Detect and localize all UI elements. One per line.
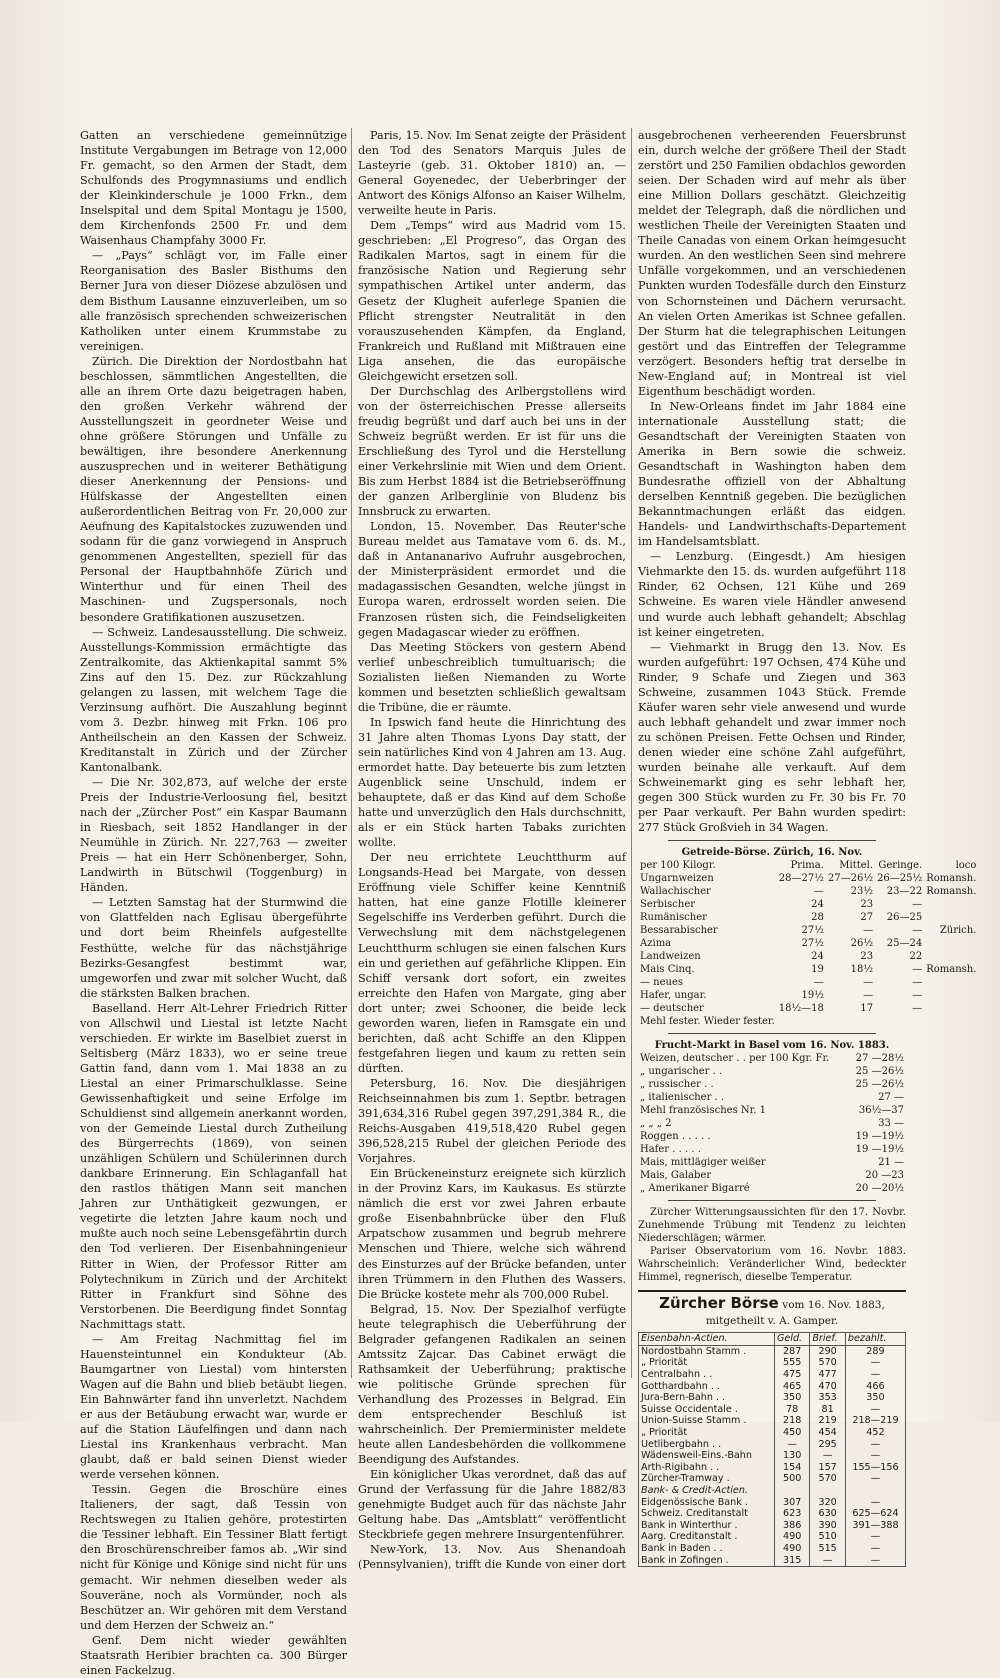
table-row [639,1427,906,1439]
column-divider [631,128,632,1378]
table-cell: — [912,925,923,937]
table-cell: Mehl französisches Nr. 1 [640,1105,767,1117]
table-cell: Eidgenössische Bank . [639,1497,775,1509]
table-cell: 515 [810,1543,846,1555]
table-cell: Ungarnweizen [640,873,714,885]
table-cell: 307 [774,1497,809,1509]
table-cell: 23½ [850,886,874,898]
table-cell: 155—156 [845,1462,905,1474]
table-cell: Mehl fester. Wieder fester. [640,1016,775,1028]
table-row [638,1002,978,1015]
table-cell: 23 [860,951,874,963]
table-cell: 452 [845,1427,905,1439]
table-row [638,898,978,911]
table-cell: — [863,990,874,1002]
table-cell: 24 [811,951,824,963]
table-cell: 490 [774,1531,809,1543]
table-cell: 350 [845,1392,905,1404]
table-row [638,976,978,989]
article-paragraph: — „Pays“ schlägt vor, im Falle einer Reorganisation des Basler Bisthums den Berner Jura von dieser Diözese abzulösen und dem Bisthum Lausanne einzuverleiben, um so alle französisch sprechenden schweizerischen Katholiken unter einem Krummstabe zu vereinigen. [80,249,347,353]
divider [668,1200,876,1201]
table-cell: Brief. [810,1333,846,1346]
table-cell: 295 [810,1439,846,1451]
table-cell: — [912,977,923,989]
table-cell: 630 [810,1508,846,1520]
table-cell [875,1015,924,1028]
table-cell: — [774,1439,809,1451]
table-cell: Nordostbahn Stamm . [639,1345,775,1357]
witterung-zuerich: Zürcher Witterungsaussichten für den 17. Novbr. Zunehmende Trübung mit Tendenz zu leichten Niederschlägen; wärmer. [638,1207,906,1245]
table-cell [774,1485,809,1497]
table-row [639,1450,906,1462]
table-section-row [639,1485,906,1497]
table-cell: Aarg. Creditanstalt . [639,1531,775,1543]
table-cell: 450 [774,1427,809,1439]
table-cell: „ ungarischer . . [640,1066,723,1078]
witterung-paris: Pariser Observatorium vom 16. Novbr. 1883. Wahrscheinlich: Veränderlicher Wind, bedeckter Himmel, regnerisch, dieselbe Temperatur. [638,1246,906,1284]
table-cell: „ Priorität [639,1427,775,1439]
article-paragraph: In New-Orleans findet im Jahr 1884 eine internationale Ausstellung statt; die Gesandtschaft der Vereinigten Staaten von Amerika in Bern sowie die schweiz. Gesandtschaft in Washington haben dem Bundesrathe offiziell von der Abhaltung derselben Kenntniß gegeben. Die bezüglichen Bekanntmachungen erläßt das eidgen. Handels- und Landwirthschafts-Departement im Handelsamtsblatt. [638,399,906,549]
getreide-title: Getreide-Börse. Zürich, 16. Nov. [681,847,863,859]
table-row [638,885,978,898]
table-row [639,1392,906,1404]
table-row [638,1130,906,1143]
table-cell [924,976,978,989]
table-cell [777,1015,826,1028]
table-cell: Rumänischer [640,912,707,924]
article-paragraph: Der neu errichtete Leuchtthurm auf Longsands-Head bei Margate, von dessen Eröffnung viele Schiffer keine Kenntniß hatten, hat eine ganze Flotille kleinerer Segelschiffe ins Verderben geführt. Durch die Verwechslung mit dem nächstgelegenen Leuchtthurm schlugen sie einen falschen Kurs ein und geriethen auf gefährliche Klippen. Ein Schiff versank dort sofort, ein zweites erreichte den Hafen von Margate, ging aber dort unter; zwei Schooner, die beide leck geworden waren, liefen in Ramsgate ein und berichten, daß acht Schiffe an den Klippen festgefahren liegen und kaum zu retten sein dürften. [358,851,626,1075]
table-cell: 78 [774,1404,809,1416]
table-row [639,1404,906,1416]
article-paragraph: Das Meeting Stöckers von gestern Abend verlief unbeschreiblich tumultuarisch; die Sozialisten ließen Niemanden zu Worte kommen und besetzten schließlich gewaltsam die Tribüne, die er räumte. [358,640,626,714]
table-cell: 218 [774,1415,809,1427]
table-cell: Schweiz. Creditanstalt [639,1508,775,1520]
table-cell: 454 [810,1427,846,1439]
column-left [80,128,347,1677]
table-cell: Wallachischer [640,886,711,898]
table-row [638,1015,978,1028]
frucht-title: Frucht-Markt in Basel vom 16. Nov. 1883. [654,1040,890,1052]
table-cell: 154 [774,1462,809,1474]
article-paragraph: ausgebrochenen verheerenden Feuersbrunst ein, durch welche der größere Theil der Stadt zerstört und 250 Familien obdachlos geworden seien. Der Schaden wird auf mehr als über eine Million Dollars geschätzt. Gleichzeitig meldet der Telegraph, daß die nördlichen und westlichen Theile der Vereinigten Staaten und Theile Canadas von einem Orkan heimgesucht wurden. An den westlichen Seen sind mehrere Unfälle vorgekommen, und an verschiedenen Punkten wurden Todesfälle durch den Einsturz von Schornsteinen und Dächern verursacht. An vielen Orten Amerikas ist Schnee gefallen. Der Sturm hat die telegraphischen Leitungen gestört und das Eintreffen der Telegramme verzögert. Besonders heftig trat derselbe in New-England auf; in Montreal ist viel Eigenthum beschädigt worden. [638,129,906,398]
getreide-table [638,859,978,1028]
table-cell: 24 [811,899,824,911]
article-paragraph: Ein königlicher Ukas verordnet, daß das auf Grund der Verfassung für die Jahre 1882/83 genehmigte Budget auch für das nächste Jahr Geltung habe. Das „Amtsblatt“ veröffentlicht Steckbriefe gegen mehrere Insurgentenführer. [358,1468,626,1542]
table-cell: Mais Cinq. [640,964,695,976]
table-row [638,1104,906,1117]
article-paragraph: — Die Nr. 302,873, auf welche der erste Preis der Industrie-Verloosung fiel, besitzt nach der „Zürcher Post“ ein Kaspar Baumann in Riesbach, seit 1852 Handlanger in der Neumühle in Zürich. Nr. 227,763 — zweiter Preis — hat ein Herr Schönenberger, Sohn, Landwirth in Bütschwil (Toggenburg) in Händen. [80,776,347,895]
table-cell: 25 —26½ [855,1066,904,1078]
table-cell: 21 — [878,1157,904,1169]
table-cell: 623 [774,1508,809,1520]
table-cell: 28—27½ [778,873,824,885]
table-cell: 465 [774,1381,809,1393]
table-cell: Union-Suisse Stamm . [639,1415,775,1427]
article-paragraph: Gatten an verschiedene gemeinnützige Institute Vergabungen im Betrage von 12,000 Fr. gemacht, so den Armen der Stadt, dem Schulfonds des Progymnasiums und endlich der Kleinkinderschule je 1000 Frkn., dem Inselspital und dem Spital Montagu je 1500, dem Kirchenfonds 2500 Fr. und dem Waisenhaus Champfahy 3000 Fr. [80,129,347,248]
table-row [638,950,978,963]
table-cell: 27 [860,912,874,924]
table-cell: 466 [845,1381,905,1393]
table-cell: 390 [810,1520,846,1532]
table-cell: 19½ [801,990,824,1002]
table-cell: 218—219 [845,1415,905,1427]
table-cell: — [845,1543,905,1555]
table-row [638,963,978,976]
table-cell: Bank in Winterthur . [639,1520,775,1532]
article-paragraph: Ein Brückeneinsturz ereignete sich kürzlich in der Provinz Kars, im Kaukasus. Es stürzte nämlich die erst vor zwei Jahren erbaute große Eisenbahnbrücke über den Fluß Arpatschow zusammen und begrub mehrere Menschen und Thiere, welche sich während des Einsturzes auf der Brücke befanden, unter ihren Trümmern in den Fluthen des Wassers. Die Brücke kostete mehr als 700,000 Rubel. [358,1167,626,1301]
table-cell: 555 [774,1357,809,1369]
table-row [638,924,978,937]
article-paragraph: — Viehmarkt in Brugg den 13. Nov. Es wurden aufgeführt: 197 Ochsen, 474 Kühe und Rinder, 9 Schafe und Ziegen und 363 Schweine, zusammen 1043 Stück. Fremde Käufer waren sehr viele anwesend und wurde auch lebhaft gehandelt und zwar immer noch zu schönen Preisen. Fette Ochsen und Rinder, denen wieder eine schöne Zahl aufgeführt, wurden beinahe alle verkauft. Auf dem Schweinemarkt ging es sehr lebhaft her, gegen 300 Stück wurden zu Fr. 30 bis Fr. 70 per Paar verkauft. Per Bahn wurden spedirt: 277 Stück Großvieh in 34 Wagen. [638,640,906,835]
table-cell: 19 [811,964,824,976]
table-cell: — [845,1439,905,1451]
table-cell [924,1002,978,1015]
table-cell: „ Amerikaner Bigarré [640,1183,750,1195]
table-cell: — [912,964,923,976]
table-cell: 470 [810,1381,846,1393]
column-divider [351,128,352,1378]
article-paragraph: Dem „Temps“ wird aus Madrid vom 15. geschrieben: „El Progreso“, das Organ des Radikalen Martos, sagt in einem für die französische Nation und Regierung sehr sympathischen Artikel unter anderm, das Gesetz der Klugheit auferlege Spanien die Pflicht strengster Neutralität in den vorauszusehenden Kämpfen, da England, Frankreich und Rußland mit Mißtrauen eine Liga ansehen, die das europäische Gleichgewicht ersetzen soll. [358,219,626,383]
table-cell: 490 [774,1543,809,1555]
table-cell: 23 [860,899,874,911]
table-cell: 26—25½ [877,873,923,885]
table-cell: 28 [811,912,824,924]
table-cell: 36½—37 [858,1105,904,1117]
article-paragraph: Paris, 15. Nov. Im Senat zeigte der Präsident den Tod des Senators Marquis Jules de Lasteyrie (geb. 31. Oktober 1810) an. — General Goyenedec, der Ueberbringer der Antwort des Königs Alfonso an Kaiser Wilhelm, verweilte heute in Paris. [358,129,626,218]
table-cell: 290 [810,1345,846,1357]
table-cell: 475 [774,1369,809,1381]
table-row [639,1381,906,1393]
table-cell: 353 [810,1392,846,1404]
table-row [639,1357,906,1369]
table-cell: 570 [810,1473,846,1485]
table-row [638,1182,906,1195]
table-cell: „ russischer . . [640,1079,714,1091]
table-cell: Azima [640,938,672,950]
table-cell: 17 [860,1003,874,1015]
table-cell: — [845,1473,905,1485]
article-paragraph: Petersburg, 16. Nov. Die diesjährigen Reichseinnahmen bis zum 1. Septbr. betragen 391,634,316 Rubel gegen 397,291,384 R., die Reichs-Ausgaben 419,518,420 Rubel gegen 396,528,215 Rubel der gleichen Periode des Vorjahres. [358,1076,626,1166]
table-cell: 289 [845,1345,905,1357]
boerse-date: vom 16. Nov. 1883, [782,1299,885,1312]
table-cell [924,989,978,1002]
table-cell: — [813,977,824,989]
article-paragraph: New-York, 13. Nov. Aus Shenandoah (Pennsylvanien), trifft die Kunde von einer dort [358,1543,626,1572]
table-cell [924,911,978,924]
table-cell: Centralbahn . . [639,1369,775,1381]
frucht-table [638,1052,906,1195]
boerse-byline: mitgetheilt v. A. Gamper. [705,1315,839,1328]
table-cell: 570 [810,1357,846,1369]
table-row [639,1508,906,1520]
table-cell: Suisse Occidentale . [639,1404,775,1416]
table-cell: Eisenbahn-Actien. [639,1333,775,1346]
boerse-header [638,1290,906,1329]
table-row [639,1520,906,1532]
table-row [638,872,978,885]
table-row [639,1543,906,1555]
table-cell: 157 [810,1462,846,1474]
table-cell: 20 —20½ [855,1183,904,1195]
table-cell: Arth-Rigibahn . . [639,1462,775,1474]
table-cell: 18½ [850,964,874,976]
table-cell: — [810,1555,846,1567]
table-cell: 22 [909,951,923,963]
table-cell [924,937,978,950]
table-row [638,1078,906,1091]
table-cell: 130 [774,1450,809,1462]
table-cell: 27—26½ [827,873,874,885]
article-paragraph: Baselland. Herr Alt-Lehrer Friedrich Ritter von Allschwil und Liestal ist letzte Nacht verschieden. Er wirkte im Baselbiet zuerst in Seltisberg (März 1833), wo er seine treue Gattin fand, dann vom 1. Mai 1838 an zu Liestal an einer Primarschulklasse. Seine Gewissenhaftigkeit und seine Erfolge im Schuldienst sind allgemein anerkannt worden, von der Gemeinde Liestal durch Zutheilung des Bürgerrechts (1869), von seinen unzähligen Schülern und Schülerinnen durch dankbare Erinnerung. Ein Schlaganfall hat den rastlos thätigen Mann seit manchen Jahren zur Unthätigkeit gezwungen, er vegetirte die letzten Jahre kaum noch und mußte auch noch seine Lebensgefährtin durch den Tod verlieren. Der Eisenbahningenieur Ritter in Wien, der Professor Ritter am Polytechnikum in Zürich und der Architekt Ritter in Frankfurt sind Söhne des Verstorbenen. Die Beerdigung findet Sonntag Nachmittags statt. [80,1001,347,1331]
table-row [639,1555,906,1567]
table-cell: 20 —23 [865,1170,904,1182]
table-cell: 23—22 [886,886,923,898]
table-cell: Serbischer [640,899,696,911]
table-cell: Uetlibergbahn . . [639,1439,775,1451]
table-row [638,1091,906,1104]
article-paragraph: In Ipswich fand heute die Hinrichtung des 31 Jahre alten Thomas Lyons Day statt, der sein natürliches Kind von 4 Jahren am 13. Aug. ermordet hatte. Day beteuerte bis zum letzten Augenblick seine Unschuld, indem er behauptete, daß er das Kind auf dem Schoße hatte und unverzüglich den Hals durchschnitt, als er ein Stück harten Tabaks zurichten wollte. [358,715,626,850]
table-cell: Landweizen [640,951,701,963]
divider [668,840,876,841]
table-row [638,1169,906,1182]
table-cell [924,950,978,963]
article-paragraph: — Letzten Samstag hat der Sturmwind die von Glattfelden nach Eglisau übergeführte und dort beim Rheinfels aufgestellte Festhütte, welche für das nächstjährige Bezirks-Gesangfest bestimmt war, umgeworfen und zwar mit solcher Wucht, daß die stärksten Balken brachen. [80,896,347,1000]
table-cell: Bessarabischer [640,925,718,937]
article-paragraph: Genf. Dem nicht wieder gewählten Staatsrath Heribier brachten ca. 300 Bürger einen Fackelzug. [80,1633,347,1677]
table-cell: Prima. [790,860,824,872]
table-cell: 625—624 [845,1508,905,1520]
divider [668,1033,876,1034]
table-cell: 33 — [878,1118,904,1130]
table-cell: — [912,1003,923,1015]
table-row [639,1345,906,1357]
table-row [638,1052,906,1065]
boerse-title: Zürcher Börse [659,1294,779,1313]
table-cell: — [845,1404,905,1416]
table-cell: 386 [774,1520,809,1532]
table-cell: 25—24 [886,938,923,950]
table-cell: Bank in Zofingen . [639,1555,775,1567]
table-row [638,1065,906,1078]
table-cell: — [863,977,874,989]
article-paragraph: London, 15. November. Das Reuter'sche Bureau meldet aus Tamatave vom 6. ds. M., daß in Antananarivo Aufruhr ausgebrochen, der Ministerpräsident ermordet und die madagassischen Gesandten, welche jüngst in Europa waren, erdrosselt worden seien. Die Franzosen rüsten sich, die Feindseligkeiten gegen Madagascar wieder zu eröffnen. [358,520,626,639]
table-cell: Romansh. [926,886,977,898]
table-cell: „ italienischer . . [640,1092,725,1104]
table-row [639,1531,906,1543]
table-row [638,1143,906,1156]
article-paragraph: — Schweiz. Landesausstellung. Die schweiz. Ausstellungs-Kommission ermächtigte das Zentralkomite, das Aktienkapital sammt 5% Zins auf den 15. Dez. zur Rückzahlung gelangen zu lassen, mit welchem Tage die Verzinsung aufhört. Die Auszahlung beginnt vom 3. Dezbr. hinweg mit Frkn. 106 pro Antheilschein an den Kassen der Schweiz. Kreditanstalt in Zürich und der Zürcher Kantonalbank. [80,625,347,774]
table-cell: 26½ [850,938,874,950]
right-column-articles [638,128,906,835]
table-cell [810,1485,846,1497]
table-cell: — deutscher [640,1003,704,1015]
article-paragraph: Belgrad, 15. Nov. Der Spezialhof verfügte heute telegraphisch die Ueberführung der Belgrader gefangenen Radikalen an seinen Amtssitz Zajcar. Das Cabinet erwägt die Rathsamkeit der Ueberführung; praktische wie politische Gründe sprechen für Verhandlung des Prozesses in Belgrad. Ein dem entsprechender Beschluß ist wahrscheinlich. Der Premierminister meldete heute allen Landesbehörden die vollkommene Beendigung des Aufstandes. [358,1302,626,1467]
table-cell: 315 [774,1555,809,1567]
table-cell: Romansh. [926,873,977,885]
table-cell: 81 [810,1404,846,1416]
table-row [639,1415,906,1427]
table-cell: 19 —19½ [855,1144,904,1156]
table-row [639,1369,906,1381]
article-paragraph: — Am Freitag Nachmittag fiel im Hauensteintunnel ein Kondukteur (Ab. Baumgartner von Liestal) vom hintersten Wagen auf die Bahn und blieb betäubt liegen. Ein Bahnwärter fand ihn unverletzt. Nachdem er aus der Betäubung erwacht war, wurde er auf die Station Läufelfingen und dann nach Liestal ins Krankenhaus verbracht. Man glaubt, daß er bald seinen Dienst wieder werde versehen können. [80,1332,347,1482]
table-cell [924,1015,978,1028]
table-cell: Geringe. [878,860,923,872]
column-middle [358,128,626,1572]
table-cell: Zürcher-Tramway . [639,1473,775,1485]
table-cell: Bank in Baden . . [639,1543,775,1555]
table-cell: Wädensweil-Eins.-Bahn [639,1450,775,1462]
table-cell [924,898,978,911]
table-cell: Weizen, deutscher . . per 100 Kgr. Fr. [640,1053,830,1065]
table-row [639,1473,906,1485]
boerse-table [638,1332,906,1567]
table-cell: — neues [640,977,684,989]
table-cell: 219 [810,1415,846,1427]
table-cell: 19 —19½ [855,1131,904,1143]
table-cell: 391—388 [845,1520,905,1532]
table-cell: 25 —26½ [855,1079,904,1091]
table-cell: — [845,1450,905,1462]
table-cell: bezahlt. [845,1333,905,1346]
table-cell: — [863,925,874,937]
table-cell: — [845,1555,905,1567]
table-cell: 27½ [801,925,824,937]
table-cell: — [845,1531,905,1543]
table-row [639,1497,906,1509]
table-row [638,1156,906,1169]
table-cell: Zürich. [939,925,977,937]
table-cell: — [845,1369,905,1381]
table-cell: 320 [810,1497,846,1509]
table-cell: Mittel. [839,860,874,872]
table-cell: 350 [774,1392,809,1404]
table-cell: per 100 Kilogr. [640,860,716,872]
table-cell: 500 [774,1473,809,1485]
table-row [638,937,978,950]
table-cell [845,1485,905,1497]
table-cell: 27 —28½ [855,1053,904,1065]
table-cell: Gotthardbahn . . [639,1381,775,1393]
table-cell: 477 [810,1369,846,1381]
table-cell: 27 — [878,1092,904,1104]
column-right [638,128,977,1566]
table-cell [826,1015,875,1028]
table-cell: Mais, mittlägiger weißer [640,1157,766,1169]
table-cell: „ Priorität [639,1357,775,1369]
table-cell: Hafer, ungar. [640,990,707,1002]
table-cell: Roggen . . . . . [640,1131,711,1143]
table-cell: Hafer . . . . . [640,1144,701,1156]
table-cell: loco [955,860,977,872]
table-row [638,1117,906,1130]
table-cell: 510 [810,1531,846,1543]
table-cell: — [912,990,923,1002]
table-cell: Jura-Bern-Bahn . . [639,1392,775,1404]
article-paragraph: — Lenzburg. (Eingesdt.) Am hiesigen Viehmarkte den 15. ds. wurden aufgeführt 118 Rinder, 62 Ochsen, 121 Kühe und 269 Schweine. Es waren viele Händler anwesend und wurde auch lebhaft gehandelt; Abschlag ist keiner eingetreten. [638,550,906,639]
article-paragraph: Der Durchschlag des Arlbergstollens wird von der österreichischen Presse allerseits freudig begrüßt und darf auch bei uns in der Schweiz begrüßt werden. Er ist für uns die Erschließung des Tyrol und die Herstellung einer Verkehrslinie mit Wien und dem Orient. Bis zum Herbst 1884 ist die Betriebseröffnung der ganzen Arlberglinie von Bludenz bis Innsbruck zu erwarten. [358,384,626,519]
table-cell: 27½ [801,938,824,950]
article-paragraph: Zürich. Die Direktion der Nordostbahn hat beschlossen, sämmtlichen Angestellten, die alle an ihrem Orte dazu beigetragen haben, den großen Verkehr während der Ausstellungszeit in geordneter Weise und ohne größere Störungen und Unfälle zu bewältigen, ihre besondere Anerkennung auszusprechen und in weiterer Bethätigung dieser Anerkennung der Pensions- und Hülfskasse der Angestellten einen außerordentlichen Beitrag von Fr. 20,000 zur Aeufnung des Kapitalstockes zuzuwenden und sodann für die ganz vorwiegend in Anspruch genommenen Angestellten, speziell für das Personal der Hauptbahnhöfe Zürich und Winterthur und für einen Theil des Maschinen- und Zugspersonals, noch besondere Gratifikationen auszusetzen. [80,354,347,624]
table-cell: „ „ „ 2 [640,1118,672,1130]
table-row [638,911,978,924]
frucht-markt [638,1039,906,1195]
table-cell: — [810,1450,846,1462]
table-cell: Bank- & Credit-Actien. [639,1485,775,1497]
table-cell: — [845,1497,905,1509]
table-cell: — [845,1357,905,1369]
table-cell: 287 [774,1345,809,1357]
table-cell: — [912,899,923,911]
table-cell: Geld. [774,1333,809,1346]
table-cell: — [813,886,824,898]
table-row [639,1462,906,1474]
table-row [639,1439,906,1451]
table-cell: Romansh. [926,964,977,976]
article-paragraph: Tessin. Gegen die Broschüre eines Italieners, der sagt, daß Tessin von Rechtswegen zu Italien gehöre, protestirten die Tessiner lebhaft. Ein Tessiner Blatt fertigt den Broschürenschreiber famos ab. „Wir sind nicht für Könige und Könige sind nicht für uns gemacht. Wir nehmen dieselben weder als Souveräne, noch als Vormünder, noch als Beschützer an. Wir gehören mit dem Verstand und dem Herzen der Schweiz an.“ [80,1483,347,1632]
table-cell: 18½—18 [778,1003,824,1015]
table-row [638,989,978,1002]
getreide-boerse [638,846,977,1028]
table-cell: 26—25 [886,912,923,924]
table-cell: Mais, Galaber [640,1170,712,1182]
